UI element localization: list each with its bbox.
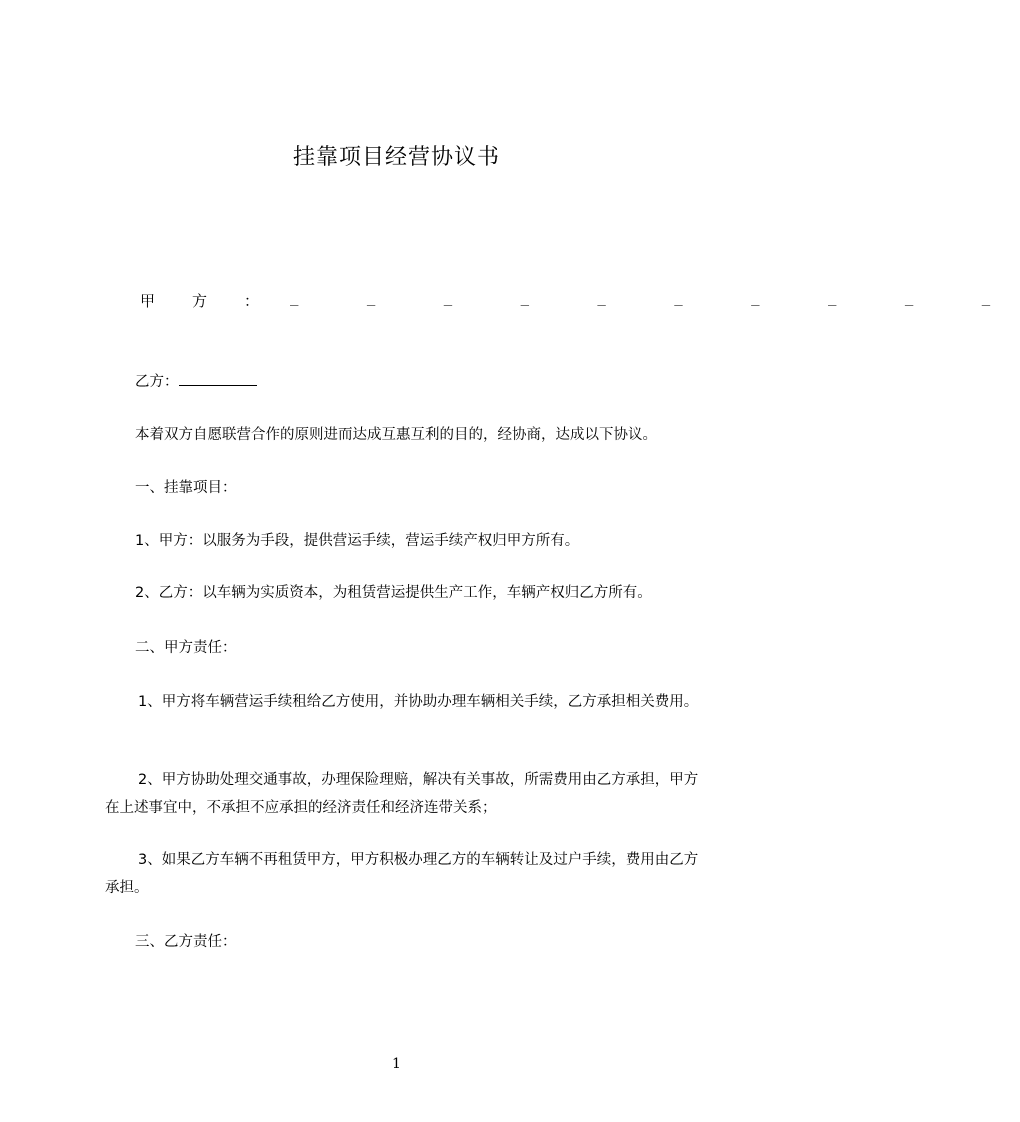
party-a-colon: ：	[244, 292, 260, 310]
party-b-line	[135, 368, 735, 396]
section-1-item-2: 2、乙方：以车辆为实质资本，为租赁营运提供生产工作，车辆产权归乙方所有。	[135, 585, 652, 601]
document-title: 挂靠项目经营协议书	[292, 145, 500, 170]
section-2-item-2: 2、甲方协助处理交通事故，办理保险理赔，解决有关事故，所需费用由乙方承担，甲方在上述事宜中，不承担不应承担的经济责任和经济连带关系；	[105, 772, 699, 816]
section-2-item-3: 3、如果乙方车辆不再租赁甲方，甲方积极办理乙方的车辆转让及过户手续，费用由乙方承担。	[105, 852, 699, 896]
party-a-blank: _ _ _ _ _ _ _ _ _ _	[290, 290, 1020, 306]
section-3-heading: 三、乙方责任：	[135, 934, 237, 950]
page-number: 1	[392, 1056, 401, 1072]
section-2-heading: 二、甲方责任：	[135, 640, 237, 656]
party-a-label-1: 甲	[140, 292, 156, 310]
party-b-label: 乙方：	[135, 374, 179, 390]
section-1-heading: 一、挂靠项目：	[135, 480, 237, 496]
section-1-item-1: 1、甲方：以服务为手段，提供营运手续，营运手续产权归甲方所有。	[135, 533, 580, 549]
section-2-item-1: 1、甲方将车辆营运手续租给乙方使用，并协助办理车辆相关手续，乙方承担相关费用。	[138, 694, 699, 710]
intro-paragraph: 本着双方自愿联营合作的原则进而达成互惠互利的目的，经协商，达成以下协议。	[135, 427, 657, 443]
party-b-blank	[179, 371, 257, 386]
party-a-label-2: 方	[192, 292, 208, 310]
